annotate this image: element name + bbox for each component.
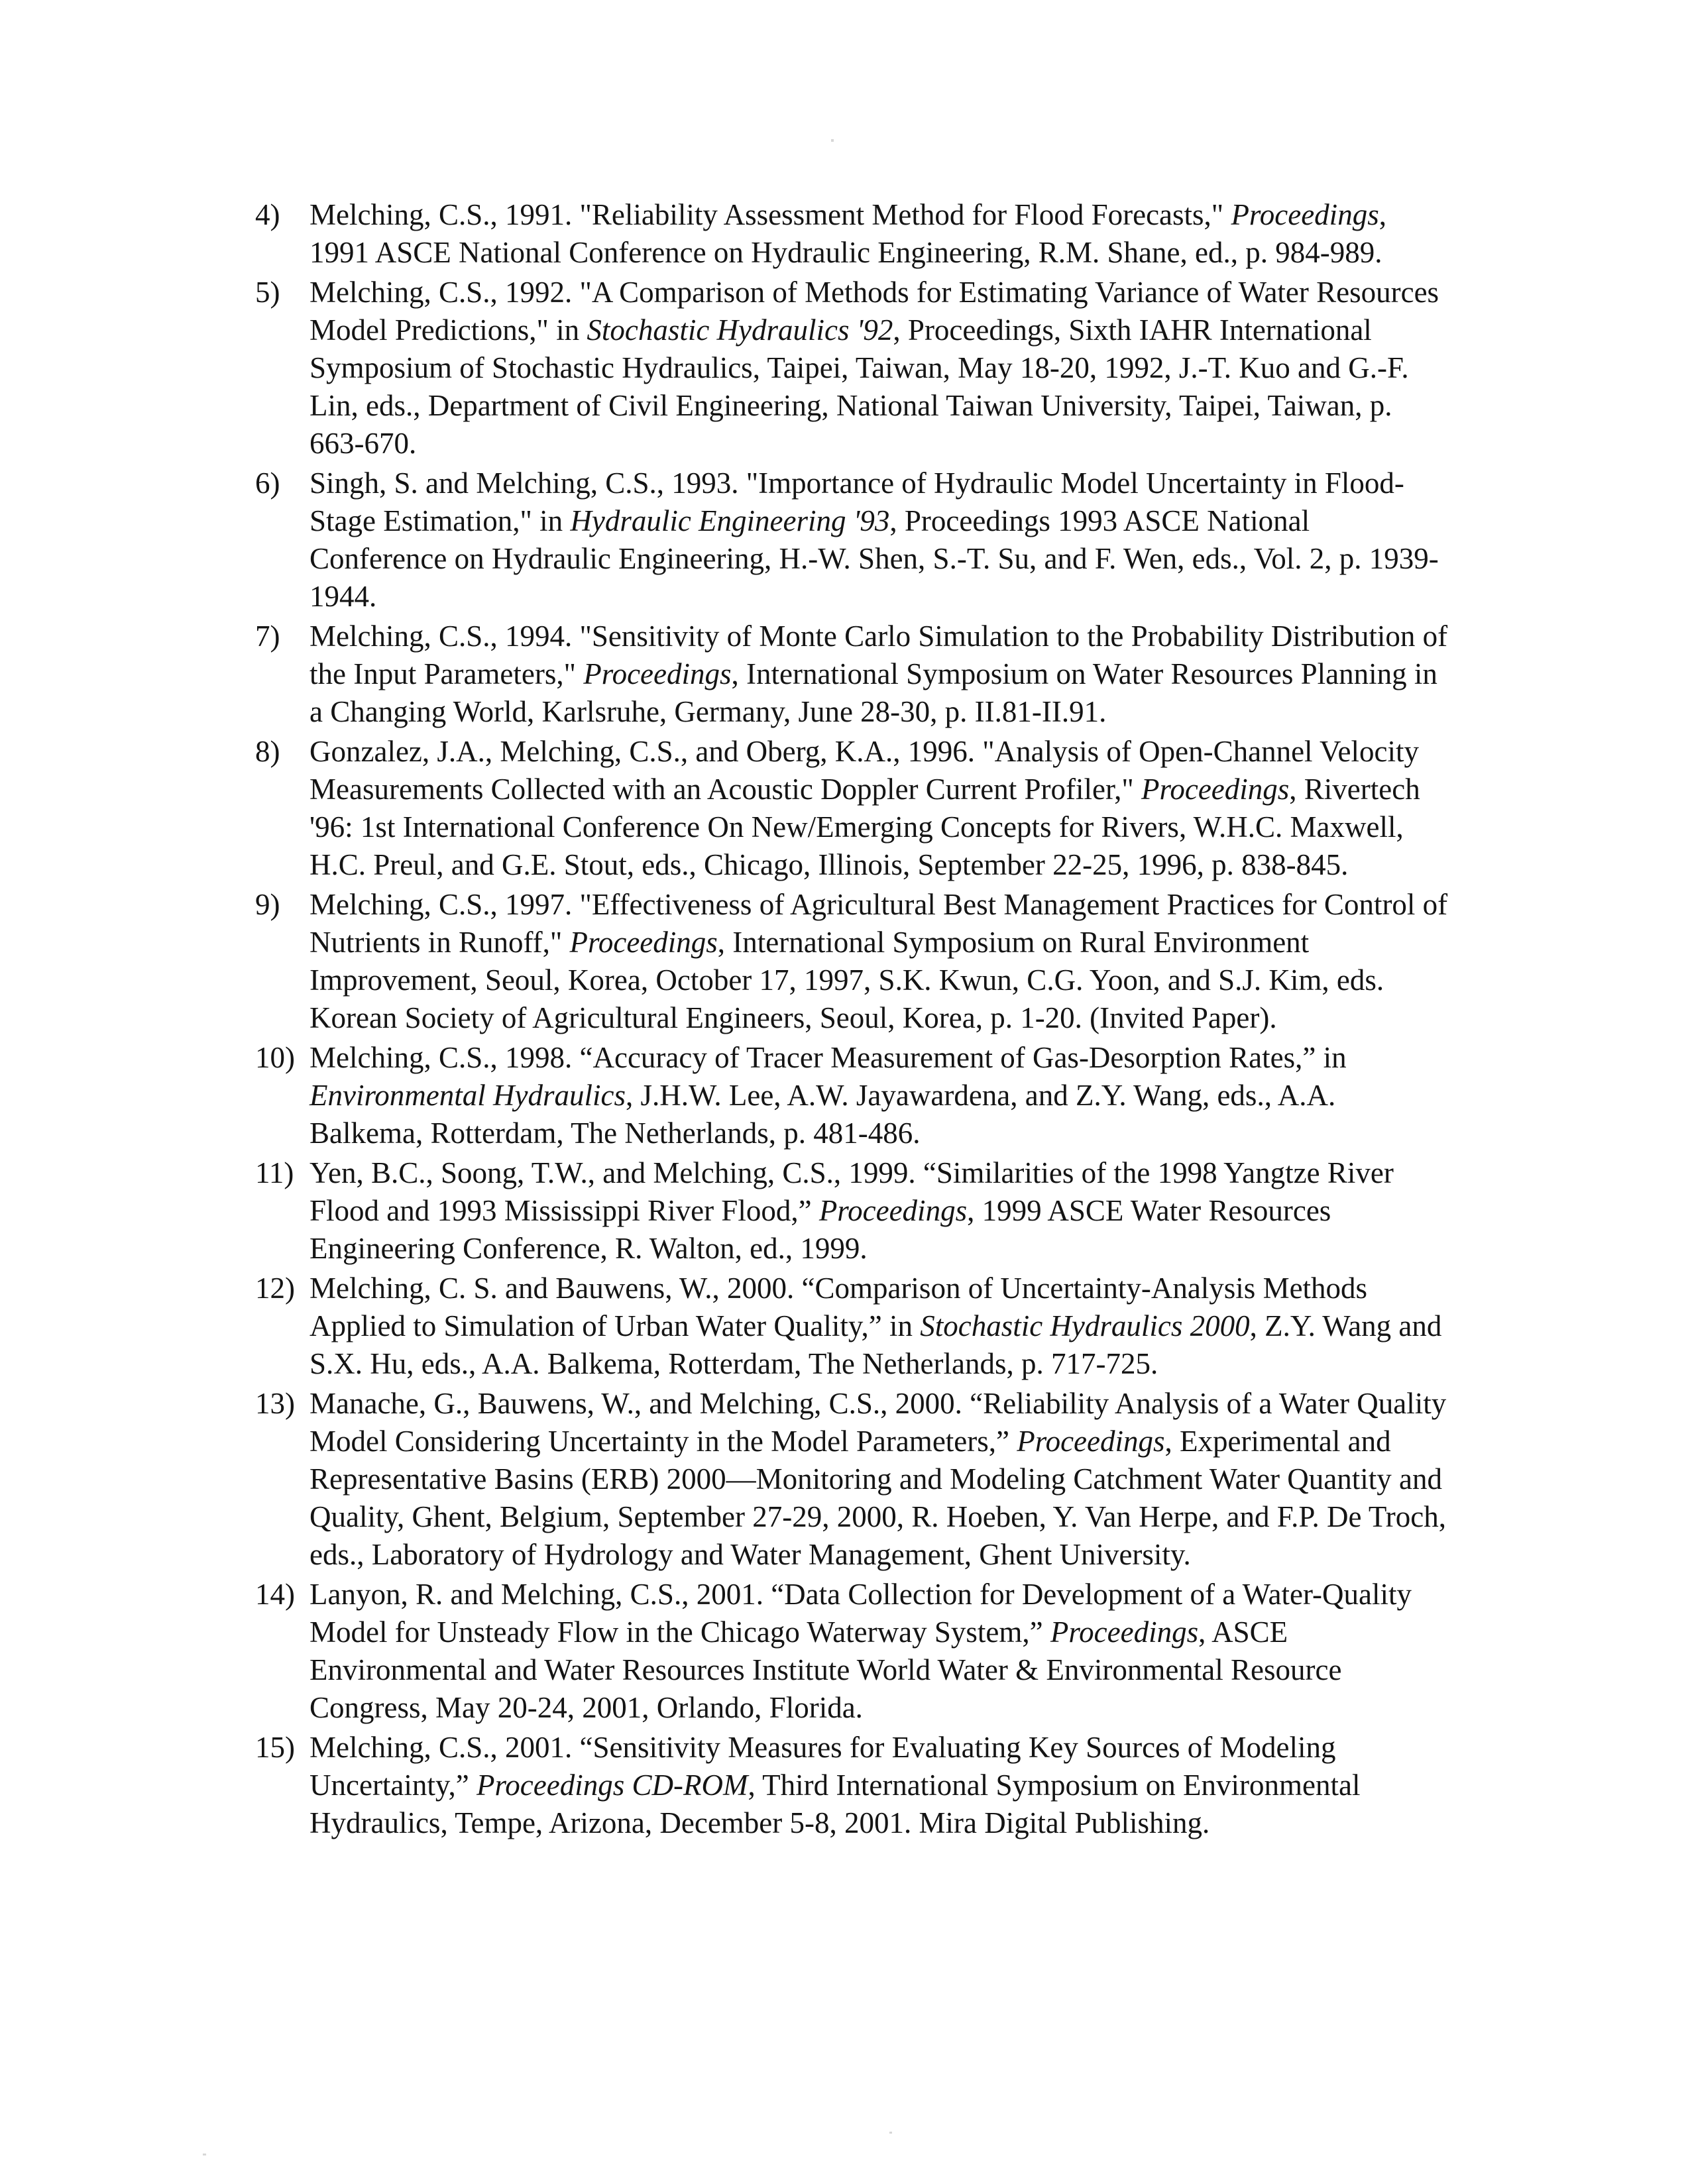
reference-number: 7) [255,620,280,653]
reference-text-segment: , Rivertech '96: 1st International Conference On New/Emerging Concepts for Rivers, W.H.C. Maxwell, H.C. Preul, and G.E. Stout, eds., Chicago, Illinois, September 22-25, 1996, p. 838-845. [309,773,1420,881]
reference-text-segment: Gonzalez, J.A., Melching, C.S., and Oberg, K.A., 1996. "Analysis of Open-Channel Velocity Measurements Collected with an Acoustic Doppler Current Profiler," [309,735,1419,806]
reference-italic-segment: Proceedings [583,657,732,690]
reference-italic-segment: Proceedings [818,1194,968,1227]
reference-text-segment: Yen, B.C., Soong, T.W., and Melching, C.S., 1999. “Similarities of the 1998 Yangtze River Flood and 1993 Mississippi River Flood,” [309,1156,1394,1227]
reference-text [309,1039,1448,1152]
reference-number: 8) [255,735,280,768]
reference-number: 13) [255,1387,295,1420]
reference-number: 9) [255,888,280,921]
reference-text [309,886,1448,1037]
reference-item [255,274,1448,463]
reference-text [309,1576,1448,1727]
reference-text-segment: , 1991 ASCE National Conference on Hydraulic Engineering, R.M. Shane, ed., p. 984-989. [309,198,1386,269]
reference-text-segment: Manache, G., Bauwens, W., and Melching, C.S., 2000. “Reliability Analysis of a Water Quality Model Considering Uncertainty in the Model Parameters,” [309,1387,1447,1458]
reference-item [255,1039,1448,1152]
reference-item [255,618,1448,731]
reference-text-segment: Melching, C.S., 1994. "Sensitivity of Monte Carlo Simulation to the Probability Distribution of the Input Parameters," [309,620,1448,690]
reference-number: 11) [255,1156,294,1189]
reference-item [255,1729,1448,1842]
reference-text [309,1154,1448,1268]
reference-italic-segment: Proceedings [1017,1425,1165,1458]
reference-number: 5) [255,276,280,309]
reference-number: 10) [255,1041,295,1074]
reference-number: 4) [255,198,280,231]
reference-italic-segment: Proceedings [569,926,718,959]
reference-text [309,464,1448,616]
reference-text-segment: , Proceedings 1993 ASCE National Conference on Hydraulic Engineering, H.-W. Shen, S.-T. Su, and F. Wen, eds., Vol. 2, p. 1939-1944. [309,504,1439,613]
scan-speck [831,139,834,142]
reference-number: 15) [255,1731,295,1764]
reference-italic-segment: Proceedings [1050,1615,1199,1649]
reference-text-segment: Lanyon, R. and Melching, C.S., 2001. “Data Collection for Development of a Water-Quality Model for Unsteady Flow in the Chicago Waterway System,” [309,1578,1412,1649]
reference-list [255,196,1448,1844]
reference-text-segment: Melching, C.S., 1991. "Reliability Assessment Method for Flood Forecasts," [309,198,1231,231]
reference-text [309,196,1448,272]
reference-italic-segment: Stochastic Hydraulics '92 [587,313,893,347]
reference-text-segment: , Third International Symposium on Environmental Hydraulics, Tempe, Arizona, December 5-8, 2001. Mira Digital Publishing. [309,1769,1361,1839]
reference-item [255,464,1448,616]
reference-text-segment: , International Symposium on Water Resources Planning in a Changing World, Karlsruhe, Germany, June 28-30, p. II.81-II.91. [309,657,1437,728]
reference-text-segment: Melching, C.S., 1992. "A Comparison of Methods for Estimating Variance of Water Resources Model Predictions," in [309,276,1439,347]
reference-number: 6) [255,466,280,500]
reference-item [255,886,1448,1037]
reference-text-segment: Melching, C. S. and Bauwens, W., 2000. “Comparison of Uncertainty-Analysis Methods Applied to Simulation of Urban Water Quality,” in [309,1272,1368,1342]
reference-text-segment: Melching, C.S., 1998. “Accuracy of Tracer Measurement of Gas-Desorption Rates,” in [309,1041,1347,1074]
scan-speck [203,2154,206,2156]
reference-italic-segment: Proceedings CD-ROM [476,1769,748,1802]
scan-speck [889,2132,892,2134]
reference-number: 12) [255,1272,295,1305]
reference-italic-segment: Environmental Hydraulics [309,1079,626,1112]
reference-number: 14) [255,1578,295,1611]
reference-italic-segment: Proceedings [1141,773,1290,806]
reference-text-segment: , Experimental and Representative Basins (ERB) 2000—Monitoring and Modeling Catchment Water Quantity and Quality, Ghent, Belgium, September 27-29, 2000, R. Hoeben, Y. Van Herpe, and F.P. De Troch, eds., Laboratory of Hydrology and Water Management, Ghent University. [309,1425,1446,1571]
reference-italic-segment: Stochastic Hydraulics 2000 [920,1309,1250,1342]
reference-italic-segment: Proceedings [1231,198,1379,231]
reference-text-segment: Melching, C.S., 1997. "Effectiveness of Agricultural Best Management Practices for Control of Nutrients in Runoff," [309,888,1448,959]
reference-text-segment: Melching, C.S., 2001. “Sensitivity Measures for Evaluating Key Sources of Modeling Uncertainty,” [309,1731,1336,1802]
reference-text [309,618,1448,731]
reference-text-segment: Singh, S. and Melching, C.S., 1993. "Importance of Hydraulic Model Uncertainty in Flood-Stage Estimation," in [309,466,1404,537]
reference-text-segment: , ASCE Environmental and Water Resources Institute World Water & Environmental Resource Congress, May 20-24, 2001, Orlando, Florida. [309,1615,1342,1724]
reference-text [309,1385,1448,1574]
reference-italic-segment: Hydraulic Engineering '93 [570,504,890,537]
reference-item [255,733,1448,884]
reference-text-segment: , Z.Y. Wang and S.X. Hu, eds., A.A. Balkema, Rotterdam, The Netherlands, p. 717-725. [309,1309,1442,1380]
reference-item [255,1270,1448,1383]
reference-text-segment: , Proceedings, Sixth IAHR International Symposium of Stochastic Hydraulics, Taipei, Taiwan, May 18-20, 1992, J.-T. Kuo and G.-F. Lin, eds., Department of Civil Engineering, National Taiwan University, Taipei, Taiwan, p. 663-670. [309,313,1409,460]
reference-text [309,733,1448,884]
reference-text [309,1270,1448,1383]
reference-item [255,1576,1448,1727]
reference-item [255,1385,1448,1574]
reference-text-segment: , 1999 ASCE Water Resources Engineering Conference, R. Walton, ed., 1999. [309,1194,1331,1265]
reference-text-segment: , J.H.W. Lee, A.W. Jayawardena, and Z.Y. Wang, eds., A.A. Balkema, Rotterdam, The Netherlands, p. 481-486. [309,1079,1336,1150]
reference-item [255,196,1448,272]
reference-text [309,1729,1448,1842]
reference-text-segment: , International Symposium on Rural Environment Improvement, Seoul, Korea, October 17, 1997, S.K. Kwun, C.G. Yoon, and S.J. Kim, eds. Korean Society of Agricultural Engineers, Seoul, Korea, p. 1-20. (Invited Paper). [309,926,1384,1034]
reference-text [309,274,1448,463]
reference-item [255,1154,1448,1268]
